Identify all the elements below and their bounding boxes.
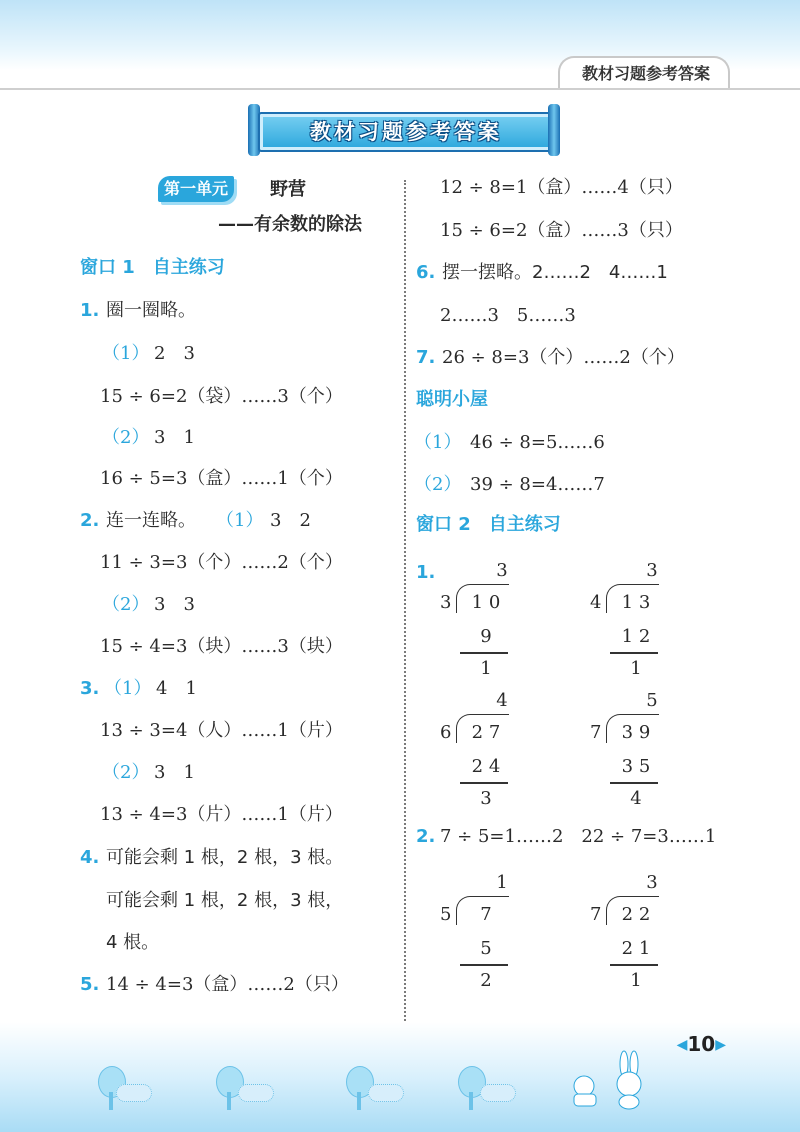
q2-equation1: 11 ÷ 3=3（个）……2（个） xyxy=(100,552,343,573)
q2-equation2: 15 ÷ 4=3（块）……3（块） xyxy=(100,636,343,657)
ld-dividend: 2 7 xyxy=(471,722,501,743)
q1-part2-label: （2） xyxy=(102,427,150,448)
q3-part1-values: 4 1 xyxy=(156,678,197,699)
ld-subtract-line xyxy=(460,782,508,784)
w2-q2-text: 7 ÷ 5=1……2 22 ÷ 7=3……1 xyxy=(440,826,717,847)
q1-part2-values: 3 1 xyxy=(154,427,195,448)
title-banner xyxy=(258,112,554,152)
bush-decor xyxy=(116,1084,152,1102)
unit-badge: 第一单元 xyxy=(158,176,234,202)
q7-number: 7. xyxy=(416,347,436,368)
smart-part1: 46 ÷ 8=5……6 xyxy=(470,432,605,453)
q5-equation1: 14 ÷ 4=3（盒）……2（只） xyxy=(106,974,349,995)
ld-subtract-line xyxy=(610,782,658,784)
q1-number: 1. xyxy=(80,300,100,321)
bush-decor xyxy=(480,1084,516,1102)
ld-product: 2 4 xyxy=(471,756,501,777)
smart-house-heading: 聪明小屋 xyxy=(416,389,488,410)
q3-part1-label: （1） xyxy=(104,678,152,699)
q3-number: 3. xyxy=(80,678,100,699)
q2-part1-values: 3 2 xyxy=(270,510,311,531)
q3-equation2: 13 ÷ 4=3（片）……1（片） xyxy=(100,804,343,825)
ld-subtract-line xyxy=(610,964,658,966)
q4-line1: 可能会剩 1 根，2 根，3 根。 xyxy=(106,847,344,868)
ld-remainder: 1 xyxy=(630,658,642,679)
ld-dividend: 2 2 xyxy=(621,904,651,925)
ld-divisor: 7 xyxy=(590,904,602,925)
ld-divisor: 6 xyxy=(440,722,452,743)
smart-part1-label: （1） xyxy=(414,432,462,453)
ld-divisor: 7 xyxy=(590,722,602,743)
ld-quotient: 3 xyxy=(646,872,658,893)
ld-quotient: 3 xyxy=(646,560,658,581)
unit-subtitle: ——有余数的除法 xyxy=(218,214,362,235)
ld-remainder: 4 xyxy=(630,788,642,809)
q2-text: 连一连略。 xyxy=(106,510,196,531)
q5-equation3: 15 ÷ 6=2（盒）……3（只） xyxy=(440,220,683,241)
ld-divisor: 4 xyxy=(590,592,602,613)
q6-text: 摆一摆略。2……2 4……1 xyxy=(442,262,668,283)
ld-remainder: 3 xyxy=(480,788,492,809)
ld-product: 5 xyxy=(480,938,492,959)
smart-part2-label: （2） xyxy=(414,474,462,495)
bunny-mascot-icon xyxy=(566,1050,646,1110)
ld-dividend: 3 9 xyxy=(621,722,651,743)
w2-q1-number: 1. xyxy=(416,562,436,583)
ld-product: 1 2 xyxy=(621,626,651,647)
q4-line3: 4 根。 xyxy=(106,932,160,953)
ld-remainder: 2 xyxy=(480,970,492,991)
prev-arrow-icon: ◀ xyxy=(676,1037,688,1053)
q2-part2-values: 3 3 xyxy=(154,594,195,615)
bush-decor xyxy=(368,1084,404,1102)
ld-remainder: 1 xyxy=(630,970,642,991)
bush-decor xyxy=(238,1084,274,1102)
section-heading-window1: 窗口 1 自主练习 xyxy=(80,257,225,278)
ld-remainder: 1 xyxy=(480,658,492,679)
smart-part2: 39 ÷ 8=4……7 xyxy=(470,474,605,495)
q1-text: 圈一圈略。 xyxy=(106,300,196,321)
scroll-right-roll xyxy=(548,104,560,156)
q2-number: 2. xyxy=(80,510,100,531)
q1-part1-values: 2 3 xyxy=(154,343,195,364)
ld-dividend: 1 3 xyxy=(621,592,651,613)
ld-quotient: 3 xyxy=(496,560,508,581)
page-number-value: 10 xyxy=(687,1032,716,1056)
q7-text: 26 ÷ 8=3（个）……2（个） xyxy=(442,347,685,368)
q3-part2-label: （2） xyxy=(102,762,150,783)
ld-dividend: 7 xyxy=(480,904,492,925)
ld-product: 2 1 xyxy=(621,938,651,959)
next-arrow-icon: ▶ xyxy=(715,1037,726,1053)
q3-equation1: 13 ÷ 3=4（人）……1（片） xyxy=(100,720,343,741)
q1-equation2: 16 ÷ 5=3（盒）……1（个） xyxy=(100,468,343,489)
ld-quotient: 5 xyxy=(646,690,658,711)
page-number xyxy=(677,1032,726,1056)
ld-dividend: 1 0 xyxy=(471,592,501,613)
banner-title: 教材习题参考答案 xyxy=(310,120,502,144)
header-rule xyxy=(0,88,800,90)
section-heading-window2: 窗口 2 自主练习 xyxy=(416,514,561,535)
q5-number: 5. xyxy=(80,974,100,995)
unit-name: 野营 xyxy=(270,179,306,200)
q1-part1-label: （1） xyxy=(102,343,150,364)
ld-quotient: 4 xyxy=(496,690,508,711)
q5-equation2: 12 ÷ 8=1（盒）……4（只） xyxy=(440,177,683,198)
q6-number: 6. xyxy=(416,262,436,283)
q1-equation1: 15 ÷ 6=2（袋）……3（个） xyxy=(100,386,343,407)
ld-subtract-line xyxy=(610,652,658,654)
ld-product: 9 xyxy=(480,626,492,647)
running-header: 教材习题参考答案 xyxy=(558,56,730,90)
q4-number: 4. xyxy=(80,847,100,868)
ld-divisor: 3 xyxy=(440,592,452,613)
ld-subtract-line xyxy=(460,964,508,966)
ld-product: 3 5 xyxy=(621,756,651,777)
ld-divisor: 5 xyxy=(440,904,452,925)
q2-part2-label: （2） xyxy=(102,594,150,615)
q2-part1-label: （1） xyxy=(216,510,264,531)
column-divider xyxy=(404,180,406,1028)
q3-part2-values: 3 1 xyxy=(154,762,195,783)
ld-quotient: 1 xyxy=(496,872,508,893)
ld-subtract-line xyxy=(460,652,508,654)
q6-line2: 2……3 5……3 xyxy=(440,305,576,326)
q4-line2: 可能会剩 1 根，2 根，3 根， xyxy=(106,890,344,911)
w2-q2-number: 2. xyxy=(416,826,436,847)
